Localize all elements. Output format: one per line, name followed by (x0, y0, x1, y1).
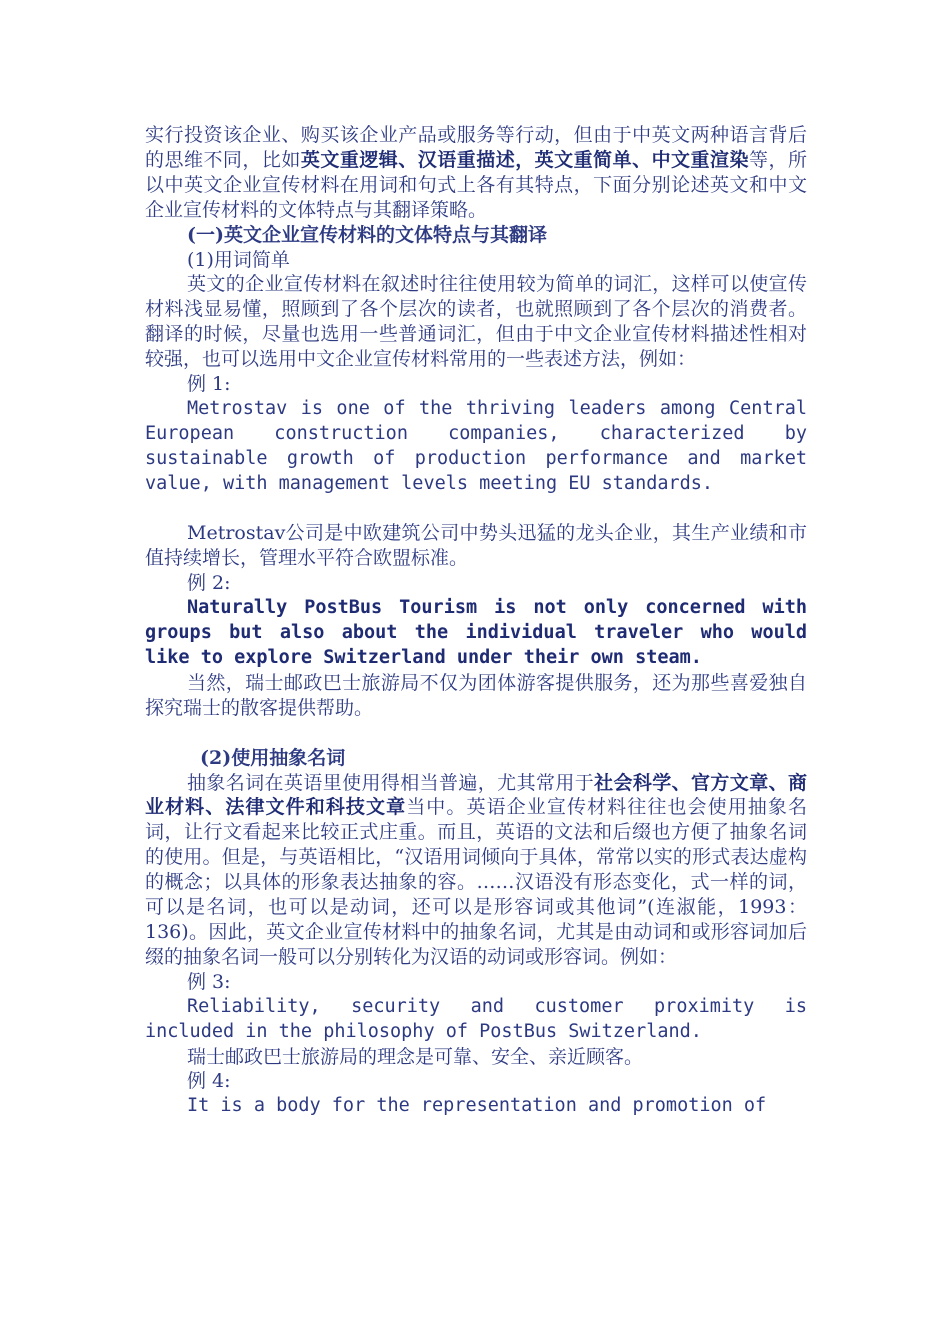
section1-heading: (一)英文企业宣传材料的文体特点与其翻译 (187, 223, 547, 246)
example1-chinese: Metrostav公司是中欧建筑公司中势头迅猛的龙头企业，其生产业绩和市值持续增长，管理水平符合欧盟标准。 (145, 522, 807, 570)
subsection1-heading: (1)用词简单 (187, 248, 290, 271)
example1-english: Metrostav is one of the thriving leaders among Central European construction companies, characterized by sustainable growth of production performance and market value, with management levels meeting EU standards. (145, 397, 807, 494)
abstract-text-c: 当中。英语企业宣传材料往往也会使用抽象名词，让行文看起来比较正式庄重。而且，英语的文法和后缀也方便了抽象名词的使用。但是，与英语相比，“汉语用词倾向于具体，常常以实的形式表达虚构的概念；以具体的形象表达抽象的容。……汉语没有形态变化，式一样的词，可以是名词，也可以是动词，还可以是形容词或其他词”(连淑能，1993：136)。因此，英文企业宣传材料中的抽象名词，尤其是由动词和或形容词加后缀的抽象名词一般可以分别转化为汉语的动词或形容词。例如： (145, 796, 807, 968)
example4-english: It is a body for the representation and promotion of (187, 1095, 767, 1117)
intro-text-c: 等，所以中英文企业宣传材料在用词和句式上各有其特点，下面分别论述英文和中文企业宣传材料的文体特点与其翻译策略。 (145, 148, 807, 221)
example1-label: 例 1: (187, 373, 231, 396)
paragraph-abstract-nouns (145, 771, 807, 970)
example3-english: Reliability, security and customer proximity is included in the philosophy of PostBus Switzerland. (145, 995, 807, 1042)
blank-line (145, 497, 807, 522)
intro-text-a: 实行投资该企业、购买该企业产品或服务等行动，但由于中英文两种语言背后的思维不同，比如 (145, 124, 807, 171)
subsection2-heading: (2)使用抽象名词 (200, 746, 346, 769)
example4-label: 例 4: (187, 1070, 231, 1093)
abstract-emphasis: 社会科学、官方文章、商业材料、法律文件和科技文章 (145, 771, 807, 819)
blank-line (145, 721, 807, 746)
abstract-text-a: 抽象名词在英语里使用得相当普遍，尤其常用于 (187, 771, 595, 794)
example3-chinese: 瑞士邮政巴士旅游局的理念是可靠、安全、亲近顾客。 (187, 1045, 644, 1068)
paragraph-intro (145, 123, 807, 223)
example2-english: Naturally PostBus Tourism is not only concerned with groups but also about the individual traveler who would like to explore Switzerland under their own steam. (145, 597, 807, 669)
example2-chinese: 当然，瑞士邮政巴士旅游局不仅为团体游客提供服务，还为那些喜爱独自探究瑞士的散客提供帮助。 (145, 671, 807, 719)
paragraph-simple-words: 英文的企业宣传材料在叙述时往往使用较为简单的词汇，这样可以使宣传材料浅显易懂，照顾到了各个层次的读者，也就照顾到了各个层次的消费者。翻译的时候，尽量也选用一些普通词汇，但由于中文企业宣传材料描述性相对较强，也可以选用中文企业宣传材料常用的一些表述方法，例如： (145, 273, 807, 371)
intro-emphasis: 英文重逻辑、汉语重描述，英文重简单、中文重渲染 (300, 148, 749, 171)
example2-label: 例 2: (187, 572, 231, 595)
example3-label: 例 3: (187, 970, 231, 993)
